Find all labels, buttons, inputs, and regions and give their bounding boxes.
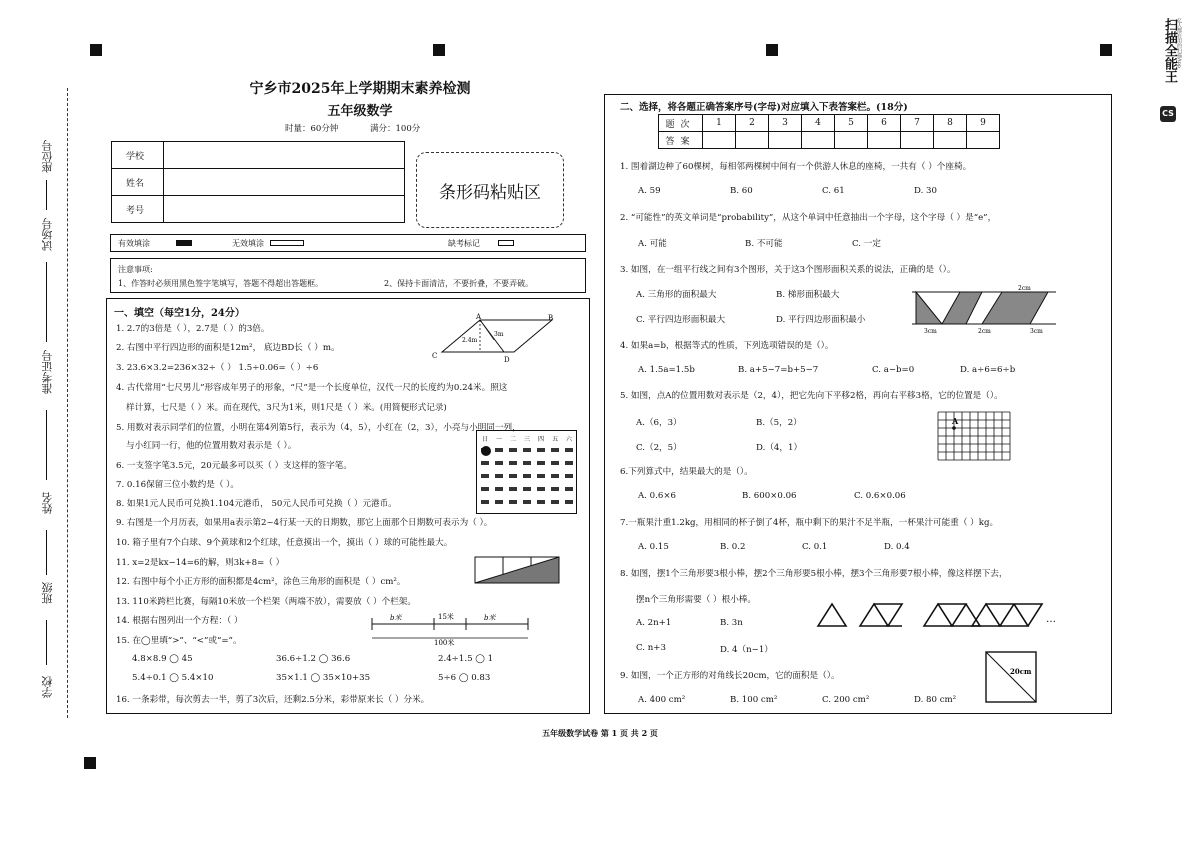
calendar-date-cell <box>565 500 573 504</box>
seg-total: 100米 <box>434 639 455 646</box>
s2-q4: 4. 如果a=b，根据等式的性质，下列选项错误的是（）。 <box>620 341 834 351</box>
s2-q9-b: B. 100 cm² <box>730 695 778 705</box>
s2-q8-b: B. 3n <box>720 618 743 628</box>
triangle-pattern-figure <box>816 600 1066 630</box>
s2-q1-b: B. 60 <box>730 186 753 196</box>
scanner-badge: CS <box>1160 106 1176 122</box>
calendar-date-cell <box>495 487 503 491</box>
segment-diagram <box>368 610 534 646</box>
side-label-ticket: 准考证号 <box>41 350 54 394</box>
s2-q5-c: C.（2，5） <box>636 443 682 453</box>
answer-cell[interactable] <box>769 132 802 149</box>
registration-mark <box>84 757 96 769</box>
col-4: 4 <box>802 115 835 132</box>
s2-q8b: 摆n个三角形需要（ ）根小棒。 <box>636 595 756 605</box>
calendar-date-cell <box>537 474 545 478</box>
seg-b1: b米 <box>390 614 402 622</box>
calendar-date-cell <box>551 461 559 465</box>
answer-cell[interactable] <box>934 132 967 149</box>
s2-q1: 1. 围着湖边种了60棵树，每相邻两棵树中间有一个供游人休息的座椅，一共有（ ）个座椅。 <box>620 162 972 172</box>
s1-q2: 2. 右图中平行四边形的面积是12m²， 底边BD长（ ）m。 <box>116 343 340 353</box>
calendar-date-cell <box>481 474 489 478</box>
side-line <box>46 262 47 342</box>
s2-q6-b: B. 600×0.06 <box>742 491 797 501</box>
calendar-date-cell <box>509 461 517 465</box>
calendar-date-cell <box>537 500 545 504</box>
calendar-weekday: 六 <box>566 436 573 443</box>
answer-cell[interactable] <box>967 132 1000 149</box>
calendar-date-cell <box>523 461 531 465</box>
calendar-date-cell <box>551 448 559 452</box>
calendar-date-cell <box>481 461 489 465</box>
s2-q5-b: B.（5，2） <box>756 418 802 428</box>
id-label: 考号 <box>112 196 164 223</box>
binding-line <box>67 88 68 718</box>
answer-cell[interactable] <box>901 132 934 149</box>
id-field[interactable] <box>164 196 405 223</box>
s2-q3: 3. 如图，在一组平行线之间有3个图形，关于这3个图形面积关系的说法，正确的是（）。 <box>620 265 956 275</box>
s2-q8-c: C. n+3 <box>636 643 666 653</box>
calendar-date-cell <box>537 448 545 452</box>
registration-mark <box>1100 44 1112 56</box>
vertex-d: D <box>504 356 510 364</box>
calendar-cells <box>478 432 576 512</box>
notice-title: 注意事项: <box>118 265 153 274</box>
shaded-triangle-grid <box>474 556 562 584</box>
notice-item-1: 1、作答时必须用黑色签字笔填写，答题不得超出答题框。 <box>118 279 324 288</box>
diagonal-label: 20cm <box>1010 667 1032 676</box>
registration-mark <box>433 44 445 56</box>
s2-q4-d: D. a÷6=6÷b <box>960 365 1016 375</box>
scanner-tagline: 亿人都在用的扫描App <box>1176 18 1182 69</box>
answer-cell[interactable] <box>802 132 835 149</box>
parallelogram-figure <box>428 312 562 364</box>
calendar-weekday: 五 <box>552 436 559 443</box>
side-label: 3m <box>494 331 504 338</box>
s2-q3-b: B. 梯形面积最大 <box>776 290 840 300</box>
calendar-date-cell <box>565 448 573 452</box>
side-label-room: 试场号 <box>41 218 54 251</box>
s2-q7-d: D. 0.4 <box>884 542 910 552</box>
coordinate-grid-figure <box>936 410 1018 462</box>
calendar-date-cell <box>509 474 517 478</box>
parallel-shapes-figure <box>910 282 1058 336</box>
section1-header: 一、填空（每空1分，24分） <box>114 308 245 319</box>
barcode-label: 条形码粘贴区 <box>439 182 541 203</box>
s2-q1-a: A. 59 <box>638 186 661 196</box>
s2-q9: 9. 如图，一个正方形的对角线长20cm，它的面积是（）。 <box>620 671 840 681</box>
invalid-fill-sample <box>270 240 304 246</box>
calendar-date-cell <box>523 474 531 478</box>
calendar-date-cell <box>509 487 517 491</box>
s2-q3-a: A. 三角形的面积最大 <box>636 290 717 300</box>
col-1: 1 <box>703 115 736 132</box>
s2-q2-c: C. 一定 <box>852 239 881 249</box>
calendar-date-cell <box>481 500 489 504</box>
calendar-weekday: 二 <box>510 436 517 443</box>
absent-box[interactable] <box>498 240 514 246</box>
s2-q4-a: A. 1.5a=1.5b <box>638 365 695 375</box>
seg-mid: 15米 <box>438 613 454 621</box>
s1-q8: 8. 如果1元人民币可兑换1.104元港币， 50元人民币可兑换（ ）元港币。 <box>116 499 397 509</box>
s1-q3: 3. 23.6×3.2=236×32÷（ ） 1.5÷0.06=（ ）÷6 <box>116 363 319 373</box>
height-label: 2.4m <box>462 337 478 344</box>
exam-subject: 五年级数学 <box>327 104 393 119</box>
school-field[interactable] <box>164 142 405 169</box>
page-footer: 五年级数学试卷 第 1 页 共 2 页 <box>542 728 658 738</box>
calendar-weekday: 一 <box>496 436 503 443</box>
s1-q5a: 5. 用数对表示同学们的位置，小明在第4列第5行，表示为（4，5），小红在（2，3），小亮与小明同一列， <box>116 423 521 433</box>
s2-q3-c: C. 平行四边形面积最大 <box>636 315 726 325</box>
s1-q12: 12. 右图中每个小正方形的面积都是4cm²，涂色三角形的面积是（ ）cm²。 <box>116 577 406 587</box>
name-label: 姓名 <box>112 169 164 196</box>
calendar-date-cell <box>523 448 531 452</box>
s2-q6: 6.下列算式中，结果最大的是（）。 <box>620 467 753 477</box>
calendar-date-cell <box>495 474 503 478</box>
exam-time: 时量：60分钟 <box>285 124 339 134</box>
col-9: 9 <box>967 115 1000 132</box>
side-label-name: 姓名 <box>41 492 54 514</box>
point-a <box>952 426 956 430</box>
s2-q3-d: D. 平行四边形面积最小 <box>776 315 866 325</box>
s2-q4-b: B. a+5−7=b+5−7 <box>738 365 819 375</box>
absent-label: 缺考标记 <box>448 239 480 248</box>
fig3-top: 2cm <box>1018 285 1031 292</box>
s2-q7: 7.一瓶果汁重1.2kg，用相同的杯子倒了4杯，瓶中剩下的果汁不足半瓶，一杯果汁可能重（ ）kg。 <box>620 518 999 528</box>
side-label-seat: 座位号 <box>41 140 54 173</box>
s1-compare-5: 35×1.1 ◯ 35×10+35 <box>276 673 371 683</box>
s1-q1: 1. 2.7的3倍是（ ），2.7是（ ）的3倍。 <box>116 324 270 334</box>
school-label: 学校 <box>112 142 164 169</box>
calendar-date-cell <box>495 461 503 465</box>
calendar-date-cell <box>565 474 573 478</box>
s2-q5: 5. 如图，点A的位置用数对表示是（2，4），把它先向下平移2格，再向右平移3格，它的位置是（）。 <box>620 391 1003 401</box>
pattern-ellipsis: … <box>1046 614 1056 625</box>
col-5: 5 <box>835 115 868 132</box>
barcode-area <box>416 152 564 228</box>
answer-row-label: 答案 <box>659 132 703 149</box>
fig3-b3: 3cm <box>1030 328 1043 335</box>
s2-q8a: 8. 如图，摆1个三角形要3根小棒，摆2个三角形要5根小棒，摆3个三角形要7根小棒，像这样摆下去， <box>620 569 1008 579</box>
answer-cell[interactable] <box>703 132 736 149</box>
calendar-date-cell <box>551 487 559 491</box>
col-8: 8 <box>934 115 967 132</box>
calendar-weekday: 四 <box>538 436 545 443</box>
s2-q7-a: A. 0.15 <box>638 542 669 552</box>
s2-q2-b: B. 不可能 <box>745 239 783 249</box>
exam-score: 满分：100分 <box>370 124 421 134</box>
vertex-c: C <box>432 352 438 360</box>
side-line <box>46 180 47 210</box>
calendar-date-cell <box>523 487 531 491</box>
s2-q6-c: C. 0.6×0.06 <box>854 491 906 501</box>
valid-fill-label: 有效填涂 <box>118 239 150 248</box>
calendar-date-cell <box>565 487 573 491</box>
s1-q15: 15. 在◯里填“>”、“<”或“=”。 <box>116 636 242 646</box>
side-label-school: 学校 <box>41 676 54 698</box>
name-field[interactable] <box>164 169 405 196</box>
s1-compare-4: 5.4÷0.1 ◯ 5.4×10 <box>132 673 214 683</box>
s1-q9: 9. 右图是一个月历表，如果用a表示第2~4行某一天的日期数，那它上面那个日期数可表示为（ ）。 <box>116 518 493 528</box>
calendar-date-cell <box>565 461 573 465</box>
s1-q4b: 样计算，七尺是（ ）米。而在现代，3尺为1米，则1尺是（ ）米。(用简便形式记录) <box>126 403 447 413</box>
side-line <box>46 530 47 575</box>
s2-q1-c: C. 61 <box>822 186 845 196</box>
answer-cell[interactable] <box>868 132 901 149</box>
s2-q6-a: A. 0.6×6 <box>638 491 677 501</box>
calendar-marker <box>481 446 491 456</box>
calendar-date-cell <box>523 500 531 504</box>
invalid-fill-label: 无效填涂 <box>232 239 264 248</box>
answer-table <box>658 114 1000 149</box>
registration-mark <box>90 44 102 56</box>
s1-compare-6: 5÷6 ◯ 0.83 <box>438 673 491 683</box>
col-3: 3 <box>769 115 802 132</box>
fig3-b1: 3cm <box>924 328 937 335</box>
vertex-b: B <box>548 314 554 322</box>
s2-q5-a: A.（6，3） <box>636 418 682 428</box>
calendar-date-cell <box>509 500 517 504</box>
square-diagonal-figure <box>984 650 1038 704</box>
answer-table-head: 题次 <box>659 115 703 132</box>
s1-q6: 6. 一支签字笔3.5元，20元最多可以买（ ）支这样的签字笔。 <box>116 461 352 471</box>
vertex-a: A <box>476 313 482 321</box>
s2-q9-d: D. 80 cm² <box>914 695 957 705</box>
s1-q10: 10. 箱子里有7个白球、9个黄球和2个红球，任意摸出一个，摸出（ ）球的可能性最大。 <box>116 538 453 548</box>
s1-compare-3: 2.4÷1.5 ◯ 1 <box>438 654 494 664</box>
seg-b2: b米 <box>484 614 496 622</box>
calendar-date-cell <box>551 500 559 504</box>
s2-q8-a: A. 2n+1 <box>636 618 672 628</box>
s1-q5b: 与小红同一行，他的位置用数对表示是（ ）。 <box>126 441 297 451</box>
s2-q7-b: B. 0.2 <box>720 542 746 552</box>
calendar-date-cell <box>537 487 545 491</box>
calendar-weekday: 日 <box>482 436 489 443</box>
calendar-date-cell <box>537 461 545 465</box>
s2-q2: 2. “可能性”的英文单词是“probability”，从这个单词中任意抽出一个字母，这个字母（ ）是“e”， <box>620 213 997 223</box>
student-info-table <box>111 141 405 223</box>
s1-q16: 16. 一条彩带，每次剪去一半，剪了3次后，还剩2.5分米，彩带原来长（ ）分米。 <box>116 695 430 705</box>
s2-q9-a: A. 400 cm² <box>638 695 686 705</box>
s2-q5-d: D.（4，1） <box>756 443 803 453</box>
s1-q14: 14. 根据右图列出一个方程：（ ） <box>116 616 243 626</box>
section2-header: 二、选择，将各题正确答案序号(字母)对应填入下表答案栏。(18分) <box>620 102 908 113</box>
fig3-b2: 2cm <box>978 328 991 335</box>
calendar-date-cell <box>495 500 503 504</box>
side-line <box>46 410 47 480</box>
scanner-brand: 扫描全能王 <box>1162 18 1177 83</box>
s1-q4a: 4. 古代常用“七尺男儿”形容成年男子的形象，“尺”是一个长度单位，汉代一尺的长度约为0.24米。照这 <box>116 383 508 393</box>
s1-q13: 13. 110米跨栏比赛，每隔10米放一个栏架（两端不放），需要放（ ）个栏架。 <box>116 597 416 607</box>
calendar-weekday: 三 <box>524 436 531 443</box>
s2-q8-d: D. 4（n−1） <box>720 645 773 655</box>
calendar-date-cell <box>551 474 559 478</box>
scanner-watermark <box>1156 14 1188 124</box>
col-6: 6 <box>868 115 901 132</box>
s1-compare-2: 36.6÷1.2 ◯ 36.6 <box>276 654 351 664</box>
s2-q4-c: C. a−b=0 <box>872 365 915 375</box>
s2-q1-d: D. 30 <box>914 186 937 196</box>
s1-q7: 7. 0.16̇保留三位小数约是（ ）。 <box>116 480 240 490</box>
registration-mark <box>766 44 778 56</box>
valid-fill-sample <box>176 240 192 246</box>
side-label-class: 班级 <box>41 582 54 604</box>
calendar-date-cell <box>481 487 489 491</box>
col-7: 7 <box>901 115 934 132</box>
s1-q11: 11. x=2是kx−14=6的解，则3k+8=（ ） <box>116 558 285 568</box>
calendar-date-cell <box>495 448 503 452</box>
s2-q2-a: A. 可能 <box>638 239 667 249</box>
col-2: 2 <box>736 115 769 132</box>
side-line <box>46 620 47 665</box>
point-a-label: A <box>952 416 959 426</box>
exam-title: 宁乡市2025年上学期期末素养检测 <box>249 81 471 97</box>
s1-compare-1: 4.8×8.9 ◯ 45 <box>132 654 193 664</box>
answer-cell[interactable] <box>835 132 868 149</box>
notice-item-2: 2、保持卡面清洁，不要折叠，不要弄破。 <box>384 279 534 288</box>
calendar-date-cell <box>509 448 517 452</box>
s2-q7-c: C. 0.1 <box>802 542 828 552</box>
answer-cell[interactable] <box>736 132 769 149</box>
s2-q9-c: C. 200 cm² <box>822 695 870 705</box>
